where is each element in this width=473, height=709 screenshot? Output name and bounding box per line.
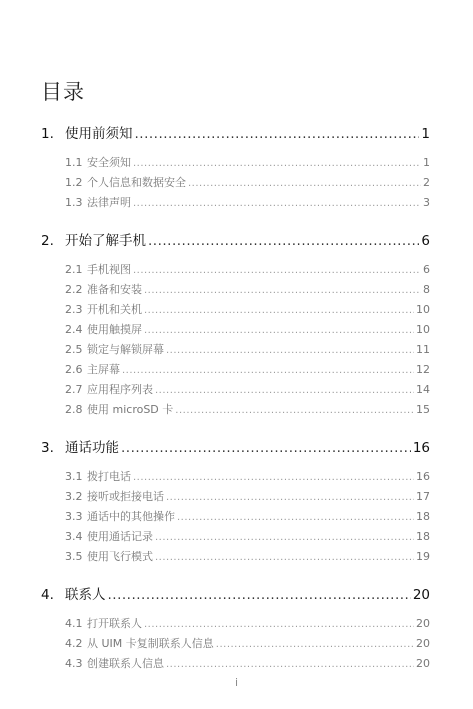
section-title: 使用 microSD 卡 xyxy=(87,403,174,416)
section-number: 4.1 xyxy=(65,617,83,630)
dot-leader xyxy=(108,585,411,605)
section-page: 10 xyxy=(416,323,430,336)
page-title: 目录 xyxy=(41,80,85,104)
section-title: 开机和关机 xyxy=(87,303,142,316)
dot-leader xyxy=(166,341,414,361)
dot-leader xyxy=(144,281,421,301)
chapter-title: 联系人 xyxy=(65,587,106,603)
section-number: 3.3 xyxy=(65,510,83,523)
section-title: 创建联系人信息 xyxy=(87,657,164,670)
chapter-entry[interactable] xyxy=(41,231,430,251)
section-number: 3.1 xyxy=(65,470,83,483)
section-title: 拨打电话 xyxy=(87,470,131,483)
chapter-number: 1. xyxy=(41,126,54,142)
section-entry[interactable] xyxy=(41,173,430,193)
section-entry[interactable] xyxy=(41,300,430,320)
section-number: 2.6 xyxy=(65,363,83,376)
section-title: 主屏幕 xyxy=(87,363,120,376)
chapter-number: 3. xyxy=(41,440,54,456)
section-list xyxy=(41,260,430,420)
dot-leader xyxy=(133,154,421,174)
section-title: 使用触摸屏 xyxy=(87,323,142,336)
dot-leader xyxy=(135,124,420,144)
section-entry[interactable] xyxy=(41,380,430,400)
chapter-number: 4. xyxy=(41,587,54,603)
section-list xyxy=(41,467,430,567)
section-number: 2.7 xyxy=(65,383,83,396)
section-list xyxy=(41,614,430,674)
section-page: 17 xyxy=(416,490,430,503)
section-title: 应用程序列表 xyxy=(87,383,153,396)
section-number: 1.1 xyxy=(65,156,83,169)
chapter-title: 开始了解手机 xyxy=(65,233,146,249)
section-page: 18 xyxy=(416,530,430,543)
chapter-entry[interactable] xyxy=(41,124,430,144)
section-number: 3.4 xyxy=(65,530,83,543)
section-entry[interactable] xyxy=(41,614,430,634)
section-page: 16 xyxy=(416,470,430,483)
section-list xyxy=(41,153,430,213)
section-page: 14 xyxy=(416,383,430,396)
chapter xyxy=(41,438,430,567)
section-title: 个人信息和数据安全 xyxy=(87,176,186,189)
section-entry[interactable] xyxy=(41,634,430,654)
chapter-page: 6 xyxy=(421,233,430,249)
section-title: 接听或拒接电话 xyxy=(87,490,164,503)
section-page: 15 xyxy=(416,403,430,416)
dot-leader xyxy=(175,401,414,421)
chapter-entry[interactable] xyxy=(41,438,430,458)
section-title: 法律声明 xyxy=(87,196,131,209)
section-entry[interactable] xyxy=(41,467,430,487)
section-title: 通话中的其他操作 xyxy=(87,510,175,523)
section-page: 8 xyxy=(423,283,430,296)
section-number: 2.8 xyxy=(65,403,83,416)
section-entry[interactable] xyxy=(41,320,430,340)
section-title: 锁定与解锁屏幕 xyxy=(87,343,164,356)
dot-leader xyxy=(177,508,414,528)
chapter-number: 2. xyxy=(41,233,54,249)
section-page: 19 xyxy=(416,550,430,563)
section-entry[interactable] xyxy=(41,340,430,360)
dot-leader xyxy=(216,635,414,655)
dot-leader xyxy=(121,438,411,458)
chapter-title: 使用前须知 xyxy=(65,126,133,142)
section-page: 3 xyxy=(423,196,430,209)
section-page: 6 xyxy=(423,263,430,276)
section-number: 1.2 xyxy=(65,176,83,189)
dot-leader xyxy=(155,381,414,401)
chapter xyxy=(41,231,430,420)
section-entry[interactable] xyxy=(41,280,430,300)
section-entry[interactable] xyxy=(41,654,430,674)
dot-leader xyxy=(188,174,421,194)
dot-leader xyxy=(166,488,414,508)
dot-leader xyxy=(144,301,414,321)
section-page: 10 xyxy=(416,303,430,316)
chapter-page: 20 xyxy=(412,587,430,603)
section-page: 11 xyxy=(416,343,430,356)
section-entry[interactable] xyxy=(41,193,430,213)
section-title: 准备和安装 xyxy=(87,283,142,296)
section-title: 手机视图 xyxy=(87,263,131,276)
dot-leader xyxy=(133,261,421,281)
dot-leader xyxy=(166,655,414,675)
dot-leader xyxy=(155,528,414,548)
dot-leader xyxy=(155,548,414,568)
section-title: 安全须知 xyxy=(87,156,131,169)
chapter-page: 16 xyxy=(412,440,430,456)
dot-leader xyxy=(133,468,414,488)
section-page: 20 xyxy=(416,657,430,670)
section-entry[interactable] xyxy=(41,527,430,547)
section-page: 1 xyxy=(423,156,430,169)
section-number: 4.2 xyxy=(65,637,83,650)
section-number: 2.4 xyxy=(65,323,83,336)
dot-leader xyxy=(148,231,419,251)
section-number: 3.5 xyxy=(65,550,83,563)
dot-leader xyxy=(144,615,414,635)
section-title: 使用通话记录 xyxy=(87,530,153,543)
section-page: 2 xyxy=(423,176,430,189)
section-entry[interactable] xyxy=(41,547,430,567)
section-number: 4.3 xyxy=(65,657,83,670)
page-number-footer: i xyxy=(234,676,239,689)
section-entry[interactable] xyxy=(41,507,430,527)
chapter xyxy=(41,585,430,674)
section-entry[interactable] xyxy=(41,260,430,280)
section-number: 1.3 xyxy=(65,196,83,209)
table-of-contents xyxy=(41,124,430,692)
section-title: 打开联系人 xyxy=(87,617,142,630)
section-page: 18 xyxy=(416,510,430,523)
section-entry[interactable] xyxy=(41,360,430,380)
dot-leader xyxy=(144,321,414,341)
section-number: 2.3 xyxy=(65,303,83,316)
section-title: 使用飞行模式 xyxy=(87,550,153,563)
section-entry[interactable] xyxy=(41,400,430,420)
dot-leader xyxy=(122,361,414,381)
dot-leader xyxy=(133,194,421,214)
chapter xyxy=(41,124,430,213)
chapter-page: 1 xyxy=(421,126,430,142)
chapter-entry[interactable] xyxy=(41,585,430,605)
section-entry[interactable] xyxy=(41,153,430,173)
section-number: 2.5 xyxy=(65,343,83,356)
section-page: 20 xyxy=(416,637,430,650)
section-entry[interactable] xyxy=(41,487,430,507)
section-title: 从 UIM 卡复制联系人信息 xyxy=(87,637,214,650)
section-page: 12 xyxy=(416,363,430,376)
section-number: 2.1 xyxy=(65,263,83,276)
section-page: 20 xyxy=(416,617,430,630)
chapter-title: 通话功能 xyxy=(65,440,119,456)
section-number: 3.2 xyxy=(65,490,83,503)
section-number: 2.2 xyxy=(65,283,83,296)
